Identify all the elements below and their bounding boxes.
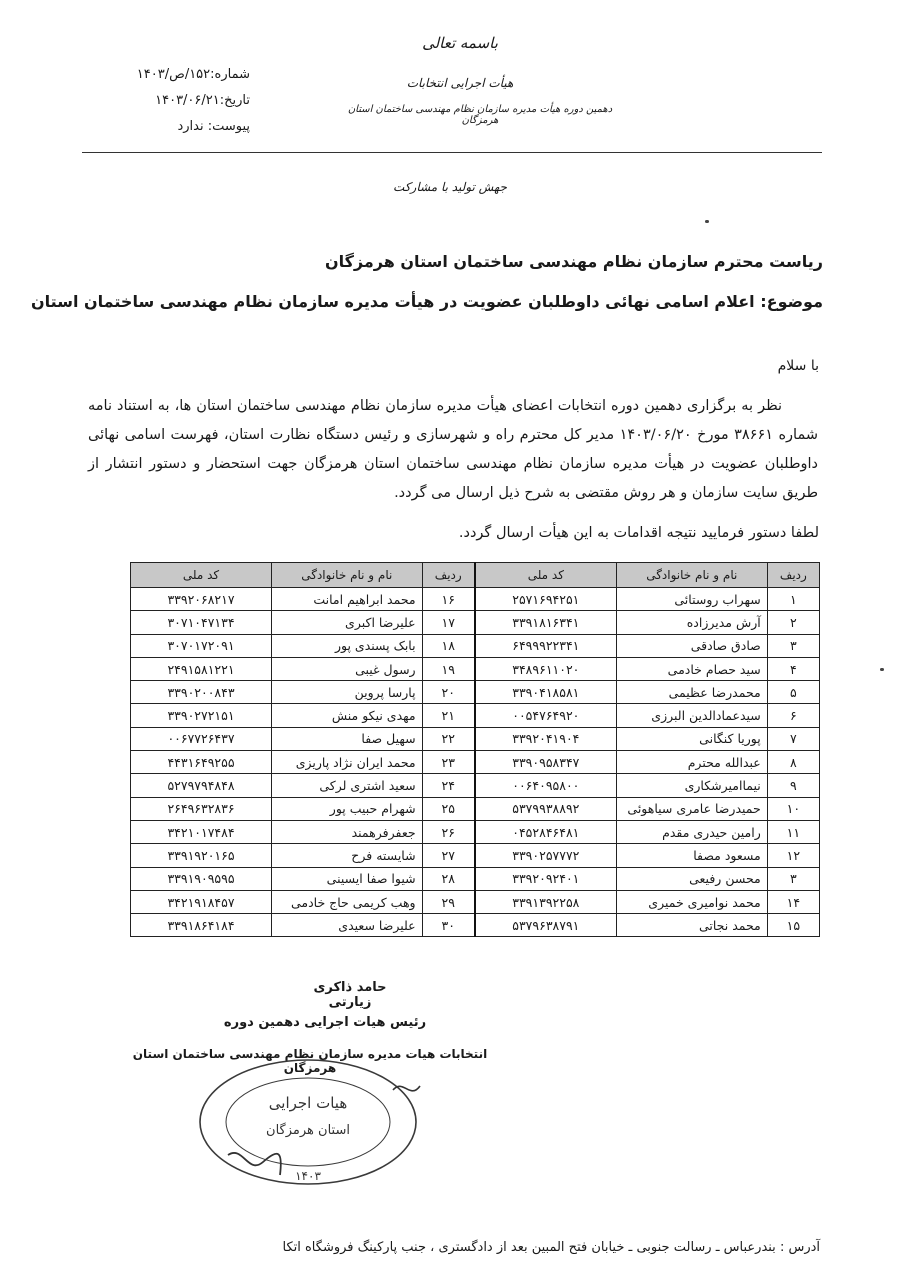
signatory-name: حامد ذاکری زیارتی [313,980,387,1010]
table-row [131,588,820,611]
name-cell: پوریا کنگانی [616,727,767,750]
body-text: نظر به برگزاری دهمین دوره انتخابات اعضای هیأت مدیره سازمان نظام مهندسی ساختمان استان ها، به استناد نامه شماره ۳۸۶۶۱ مورخ ۱۴۰۳/۰۶/۲۰ مدیر کل محترم راه و شهرسازی و رئیس دستگاه نظارت استان، فهرست اسامی نهائی داوطلبان عضویت در هیأت مدیره سازمان نظام مهندسی ساختمان استان هرمزگان جهت استحضار و دستور انتشار از طریق سایت سازمان و هر روش مقتضی به شرح ذیل ارسال می گردد. [88,398,819,501]
national-code-cell: ۳۴۲۱۹۱۸۴۵۷ [131,890,272,913]
name-cell: محمد نوامیری خمیری [616,890,767,913]
national-code-cell: ۳۳۹۱۸۶۴۱۸۴ [131,914,272,937]
name-cell: سید حصام خادمی [616,657,767,680]
signature-stroke [393,1086,420,1091]
name-cell: علیرضا اکبری [272,611,423,634]
name-cell: محمد ابراهیم امانت [272,588,423,611]
national-code-cell: ۳۳۹۰۲۰۰۸۴۳ [131,681,272,704]
national-code-cell: ۰۰۵۴۷۶۴۹۲۰ [475,704,616,727]
letter-attachment: پیوست: ندارد [177,119,250,134]
name-cell: رامین حیدری مقدم [616,820,767,843]
exec-board-subtitle: دهمین دوره هیأت مدیره سازمان نظام مهندسی ساختمان استان هرمزگان [347,104,613,126]
national-code-cell: ۳۳۹۰۴۱۸۵۸۱ [475,681,616,704]
row-number-cell: ۸ [767,751,819,774]
row-number-cell: ۱۴ [767,890,819,913]
col-header-national-code: کد ملی [131,563,272,588]
stamp-line-2: استان هرمزگان [266,1123,350,1138]
row-number-cell: ۲۰ [422,681,475,704]
name-cell: شیوا صفا ایسینی [272,867,423,890]
table-row [131,774,820,797]
row-number-cell: ۱۰ [767,797,819,820]
national-code-cell: ۳۳۹۲۰۴۱۹۰۴ [475,727,616,750]
name-cell: وهب کریمی حاج خادمی [272,890,423,913]
footer-address: آدرس : بندرعباس ـ رسالت جنوبی ـ خیابان فتح المبین بعد از دادگستری ، جنب پارکینگ فروشگاه اتکا [282,1240,820,1255]
name-cell: محسن رفیعی [616,867,767,890]
national-code-cell: ۶۴۹۹۹۲۲۳۴۱ [475,634,616,657]
name-cell: جعفرفرهمند [272,820,423,843]
national-code-cell: ۳۳۹۰۹۵۸۳۴۷ [475,751,616,774]
row-number-cell: ۱۷ [422,611,475,634]
national-code-cell: ۳۳۹۲۰۹۲۴۰۱ [475,867,616,890]
name-cell: علیرضا سعیدی [272,914,423,937]
table-row [131,797,820,820]
table-row [131,657,820,680]
row-number-cell: ۲۳ [422,751,475,774]
national-code-cell: ۳۰۷۱۰۴۷۱۳۴ [131,611,272,634]
row-number-cell: ۱۲ [767,844,819,867]
table-row [131,681,820,704]
national-code-cell: ۳۴۲۱۰۱۷۴۸۴ [131,820,272,843]
signatory-title: رئیس هیات اجرایی دهمین دوره [223,1015,427,1030]
row-number-cell: ۲۱ [422,704,475,727]
table-row [131,820,820,843]
row-number-cell: ۲۴ [422,774,475,797]
name-cell: سعید اشتری لرکی [272,774,423,797]
table-body [131,588,820,937]
row-number-cell: ۹ [767,774,819,797]
letter-number: شماره:۱۵۲/ص/۱۴۰۳ [136,67,250,82]
national-code-cell: ۲۵۷۱۶۹۴۲۵۱ [475,588,616,611]
national-code-cell: ۳۳۹۱۹۲۰۱۶۵ [131,844,272,867]
header-divider [82,152,822,153]
col-header-row-number: ردیف [767,563,819,588]
name-cell: آرش مدیرزاده [616,611,767,634]
national-code-cell: ۳۰۷۰۱۷۲۰۹۱ [131,634,272,657]
national-code-cell: ۵۳۷۹۶۳۸۷۹۱ [475,914,616,937]
name-cell: سهراب روستائی [616,588,767,611]
name-cell: سیدعمادالدین البرزی [616,704,767,727]
row-number-cell: ۶ [767,704,819,727]
name-cell: مسعود مصفا [616,844,767,867]
row-number-cell: ۳۰ [422,914,475,937]
body-paragraph [88,392,818,508]
row-number-cell: ۱۹ [422,657,475,680]
row-number-cell: ۲۶ [422,820,475,843]
table-row [131,751,820,774]
stamp-year: ۱۴۰۳ [295,1169,321,1183]
table-row [131,890,820,913]
national-code-cell: ۳۳۹۰۲۵۷۷۷۲ [475,844,616,867]
name-cell: محمدرضا عظیمی [616,681,767,704]
name-cell: رسول غیبی [272,657,423,680]
table-row [131,867,820,890]
row-number-cell: ۷ [767,727,819,750]
national-code-cell: ۳۳۹۱۸۱۶۳۴۱ [475,611,616,634]
table-row [131,704,820,727]
col-header-name: نام و نام خانوادگی [272,563,423,588]
row-number-cell: ۲ [767,611,819,634]
national-code-cell: ۳۳۹۱۹۰۹۵۹۵ [131,867,272,890]
name-cell: شهرام حبیب پور [272,797,423,820]
row-number-cell: ۱۸ [422,634,475,657]
row-number-cell: ۵ [767,681,819,704]
national-code-cell: ۲۶۴۹۶۳۲۸۳۶ [131,797,272,820]
table-row [131,844,820,867]
signatory-organization: انتخابات هیات مدیره سازمان نظام مهندسی ساختمان استان هرمزگان [132,1047,488,1075]
table-row [131,611,820,634]
col-header-row-number: ردیف [422,563,475,588]
ink-dot [880,668,884,671]
bismillah-heading: باسمه تعالی [422,34,498,52]
row-number-cell: ۲۸ [422,867,475,890]
row-number-cell: ۲۲ [422,727,475,750]
name-cell: نیماامیرشکاری [616,774,767,797]
national-code-cell: ۳۴۸۹۶۱۱۰۲۰ [475,657,616,680]
table-row [131,914,820,937]
name-cell: حمیدرضا عامری سیاهوئی [616,797,767,820]
col-header-name: نام و نام خانوادگی [616,563,767,588]
table-row [131,727,820,750]
national-code-cell: ۰۰۶۷۷۲۶۴۳۷ [131,727,272,750]
exec-board-title: هیأت اجرایی انتخابات [406,76,514,90]
subject-line: موضوع: اعلام اسامی نهائی داوطلبان عضویت در هیأت مدیره سازمان نظام مهندسی ساختمان استان [31,292,823,311]
row-number-cell: ۱ [767,588,819,611]
letter-date: تاریخ:۱۴۰۳/۰۶/۲۱ [155,93,250,108]
candidates-table [130,562,820,937]
national-code-cell: ۴۴۳۱۶۴۹۲۵۵ [131,751,272,774]
national-code-cell: ۵۲۷۹۷۹۴۸۴۸ [131,774,272,797]
official-stamp [188,1050,428,1190]
request-line: لطفا دستور فرمایید نتیجه اقدامات به این هیأت ارسال گردد. [458,525,819,541]
row-number-cell: ۱۶ [422,588,475,611]
table-header-row [131,563,820,588]
row-number-cell: ۲۷ [422,844,475,867]
national-code-cell: ۰۴۵۲۸۴۶۴۸۱ [475,820,616,843]
motto: جهش تولید با مشارکت [393,180,507,194]
addressee: ریاست محترم سازمان نظام مهندسی ساختمان استان هرمزگان [324,252,823,271]
name-cell: عبدالله محترم [616,751,767,774]
national-code-cell: ۳۳۹۰۲۷۲۱۵۱ [131,704,272,727]
signature-stroke [228,1153,281,1175]
greeting: با سلام [777,358,819,374]
row-number-cell: ۱۱ [767,820,819,843]
row-number-cell: ۲۹ [422,890,475,913]
col-header-national-code: کد ملی [475,563,616,588]
name-cell: محمد ایران نژاد پاریزی [272,751,423,774]
name-cell: پارسا پروین [272,681,423,704]
national-code-cell: ۳۳۹۱۳۹۲۲۵۸ [475,890,616,913]
row-number-cell: ۱۵ [767,914,819,937]
national-code-cell: ۵۳۷۹۹۳۸۸۹۲ [475,797,616,820]
name-cell: سهیل صفا [272,727,423,750]
table-row [131,634,820,657]
name-cell: بابک پسندی پور [272,634,423,657]
national-code-cell: ۳۳۹۲۰۶۸۲۱۷ [131,588,272,611]
stamp-line-1: هیات اجرایی [268,1094,348,1112]
name-cell: محمد نجاتی [616,914,767,937]
name-cell: مهدی نیکو منش [272,704,423,727]
row-number-cell: ۳ [767,634,819,657]
row-number-cell: ۳ [767,867,819,890]
row-number-cell: ۴ [767,657,819,680]
national-code-cell: ۲۴۹۱۵۸۱۲۲۱ [131,657,272,680]
ink-dot [705,220,709,223]
national-code-cell: ۰۰۶۴۰۹۵۸۰۰ [475,774,616,797]
name-cell: شایسته فرح [272,844,423,867]
row-number-cell: ۲۵ [422,797,475,820]
name-cell: صادق صادقی [616,634,767,657]
